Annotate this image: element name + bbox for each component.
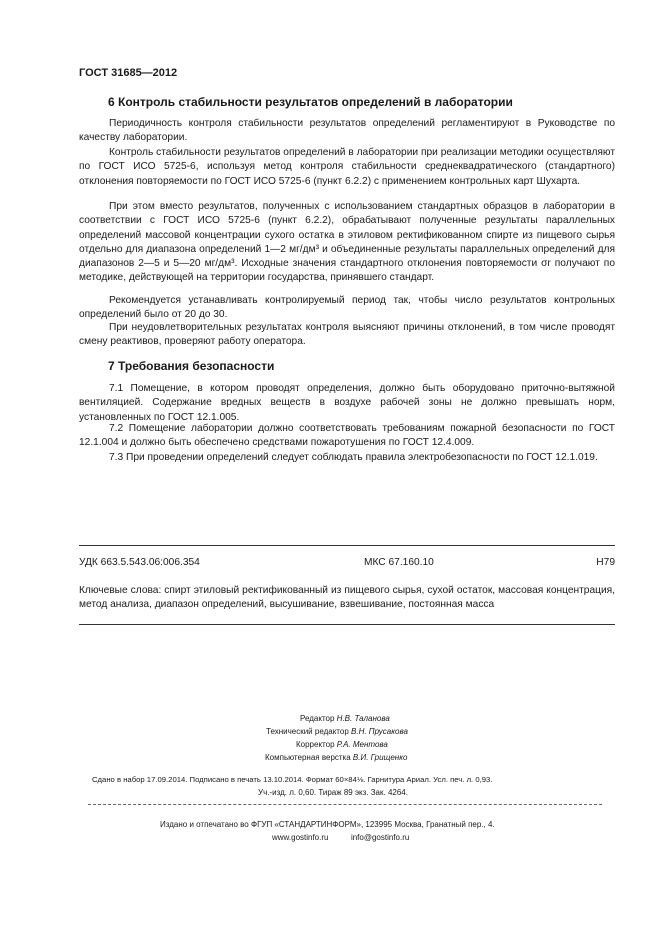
udk-code: УДК 663.5.543.06:006.354 [79, 557, 200, 568]
section-7-paragraph-3: 7.3 При проведении определений следует соблюдать правила электробезопасности по ГОСТ 12.1.019. [109, 452, 598, 463]
divider-top [79, 545, 615, 546]
section-6-paragraph-3: При этом вместо результатов, полученных с использованием стандартных образцов в лаборатории в соответствии с ГОСТ ИСО 5725-6 (пункт 6.2.2), обрабатывают полученные результаты параллельных определений массовой концентрации сухого остатка в этиловом ректификованном спирте из пищевого сырья отдельно для диапазона определений 1—2 мг/дм³ и объединенные результаты параллельных определений для диапазонов 2—5 и 5—20 мг/дм³. Исходные значения стандартного отклонения повторяемости σr получают по методике, действующей на территории государства, принявшего стандарт. [79, 201, 615, 284]
credit-tech-editor: Технический редактор В.Н. Прусакова [266, 727, 408, 736]
dashed-divider [88, 804, 602, 805]
section-6-paragraph-2: Контроль стабильности результатов определений в лаборатории при реализации методики осуществляют по ГОСТ ИСО 5725-6, используя метод контроля стабильности среднеквадратического (стандартного) отклонения повторяемости по ГОСТ ИСО 5725-6 (пункт 6.2.2) с применением контрольных карт Шухарта. [79, 147, 615, 187]
credit-layout: Компьютерная верстка В.И. Грищенко [265, 753, 408, 762]
section-6-paragraph-4: Рекомендуется устанавливать контролируемый период так, чтобы число результатов контрольных определений было от 20 до 30. [79, 295, 615, 321]
publisher-line: Издано и отпечатано во ФГУП «СТАНДАРТИНФОРМ», 123995 Москва, Гранатный пер., 4. [160, 820, 495, 829]
divider-bottom [79, 624, 615, 625]
section-7-title: 7 Требования безопасности [108, 359, 275, 373]
section-6-title: 6 Контроль стабильности результатов определений в лаборатории [108, 95, 513, 109]
print-info-line-1: Сдано в набор 17.09.2014. Подписано в печать 13.10.2014. Формат 60×84⅛. Гарнитура Ариал. Усл. печ. л. 0,93. [92, 775, 493, 784]
section-6-paragraph-1: Периодичность контроля стабильности результатов определений регламентируют в Руководстве по качеству лаборатории. [79, 118, 615, 144]
credit-editor: Редактор Н.В. Таланова [300, 714, 390, 723]
publisher-email[interactable]: info@gostinfo.ru [350, 833, 410, 842]
classifier-code: Н79 [596, 557, 615, 568]
keywords: Ключевые слова: спирт этиловый ректификованный из пищевого сырья, сухой остаток, массовая концентрация, метод анализа, диапазон определений, высушивание, взвешивание, постоянная масса [79, 585, 615, 611]
credit-corrector: Корректор Р.А. Ментова [296, 740, 388, 749]
print-info-line-2: Уч.-изд. л. 0,60. Тираж 89 экз. Зак. 4264. [258, 788, 408, 797]
document-code: ГОСТ 31685—2012 [79, 67, 178, 79]
section-6-paragraph-5: При неудовлетворительных результатах контроля выясняют причины отклонений, в том числе проводят смену реактивов, проверяют работу оператора. [79, 322, 615, 348]
section-7-paragraph-2: 7.2 Помещение лаборатории должно соответствовать требованиям пожарной безопасности по ГОСТ 12.1.004 и должно быть обеспечено средствами пожаротушения по ГОСТ 12.4.009. [79, 423, 615, 449]
publisher-website[interactable]: www.gostinfo.ru [272, 833, 329, 842]
mks-code: МКС 67.160.10 [364, 557, 434, 568]
section-7-paragraph-1: 7.1 Помещение, в котором проводят определения, должно быть оборудовано приточно-вытяжной вентиляцией. Содержание вредных веществ в воздухе рабочей зоны не должно превышать норм, установленных по ГОСТ 12.1.005. [79, 383, 615, 423]
publisher-contacts [272, 831, 409, 844]
